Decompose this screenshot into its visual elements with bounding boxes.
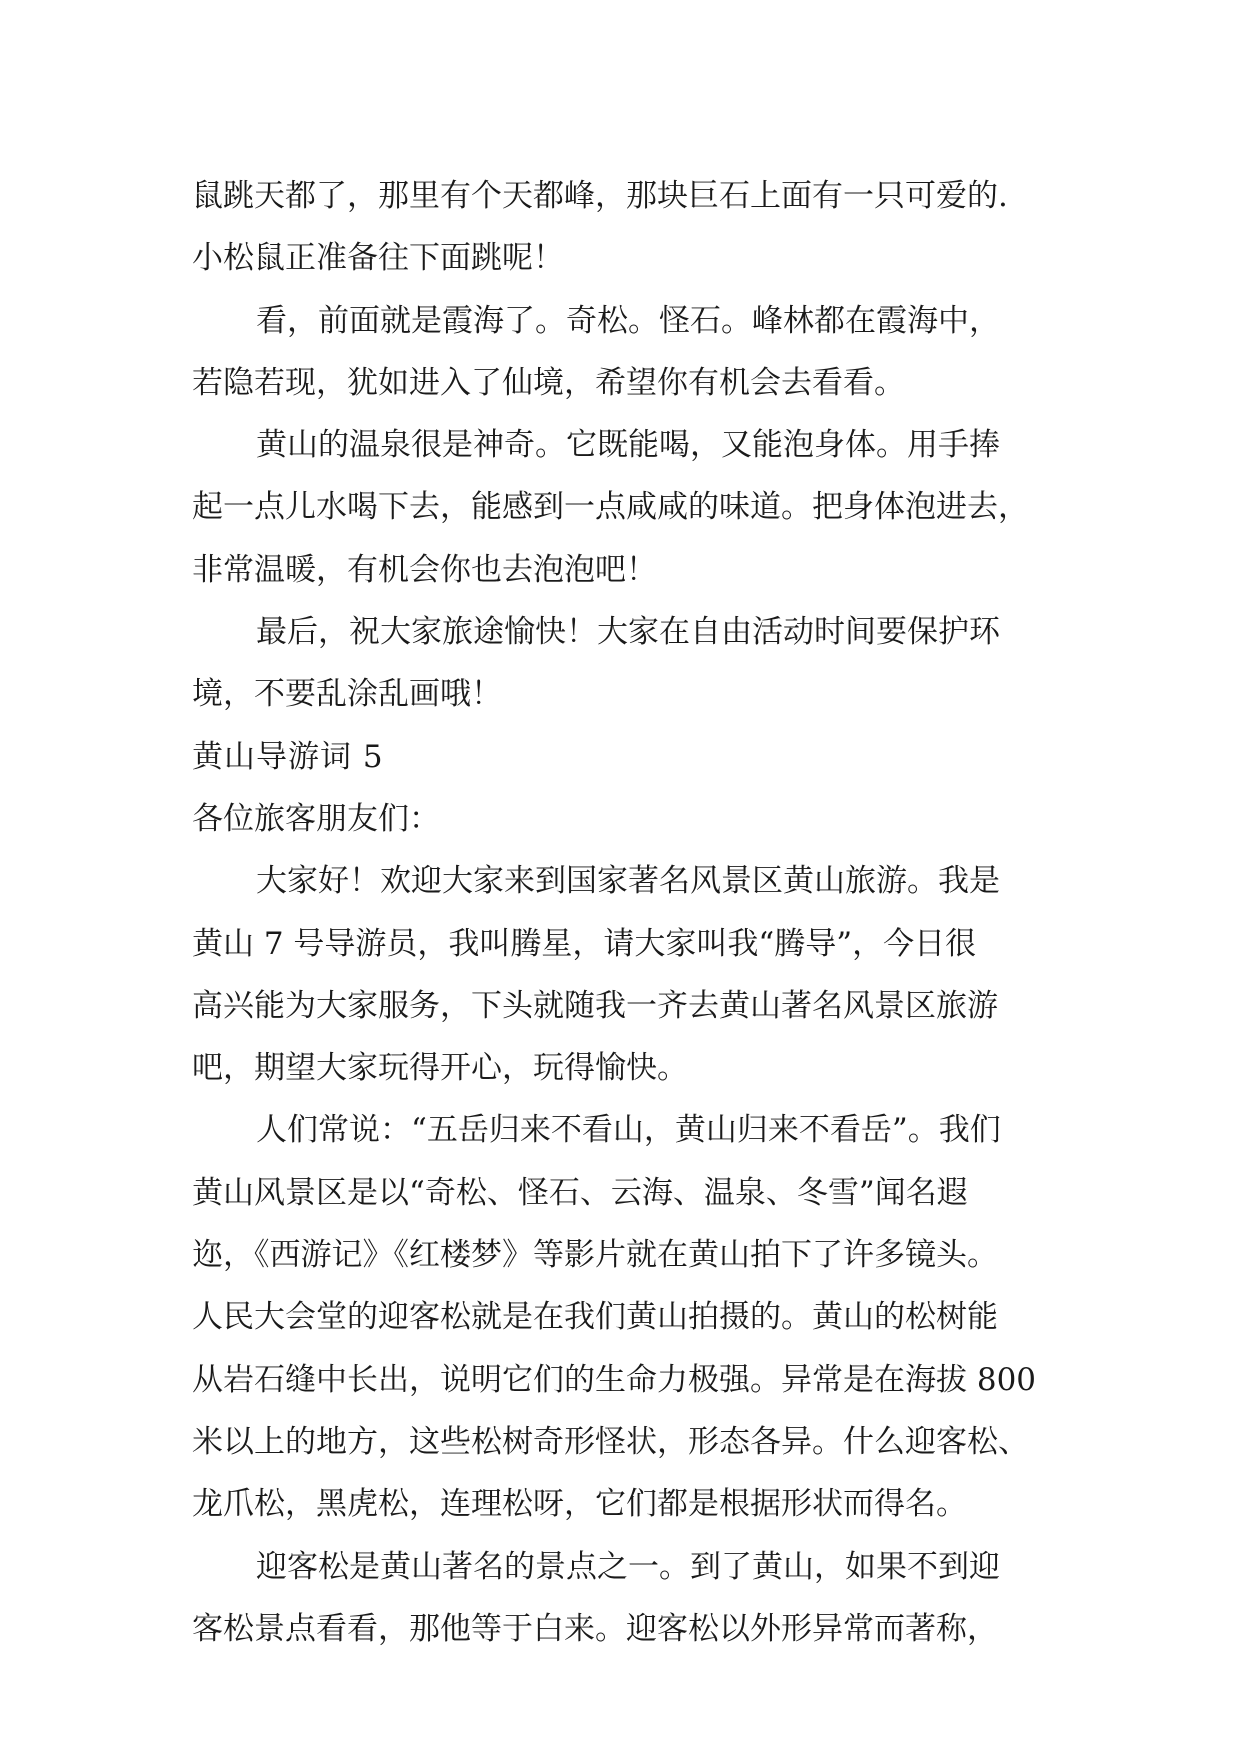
section-heading	[192, 726, 1052, 788]
text-line: 非常温暖，有机会你也去泡泡吧！	[192, 551, 657, 588]
text-line: 人们常说：“五岳归来不看山，黄山归来不看岳”。我们	[256, 1112, 1001, 1149]
text-line: 黄山 7 号导游员，我叫腾星，请大家叫我“腾导”，今日很	[192, 925, 977, 962]
text-line: 迎客松是黄山著名的景点之一。到了黄山，如果不到迎	[256, 1548, 1000, 1585]
text-line: 看，前面就是霞海了。奇松。怪石。峰林都在霞海中，	[256, 302, 1000, 339]
text-line: 客松景点看看，那他等于白来。迎客松以外形异常而著称，	[192, 1610, 998, 1647]
text-line: 若隐若现，犹如进入了仙境，希望你有机会去看看。	[192, 364, 905, 401]
paragraph	[192, 1536, 1052, 1661]
paragraph	[192, 1099, 1052, 1535]
paragraph	[192, 165, 1052, 290]
text-line: 迩，《西游记》《红楼梦》等影片就在黄山拍下了许多镜头。	[192, 1237, 998, 1274]
text-line: 吧，期望大家玩得开心，玩得愉快。	[192, 1050, 688, 1087]
text-line: 高兴能为大家服务，下头就随我一齐去黄山著名风景区旅游	[192, 987, 998, 1024]
paragraph	[192, 601, 1052, 726]
text-line: 大家好！欢迎大家来到国家著名风景区黄山旅游。我是	[256, 863, 1000, 900]
text-line: 各位旅客朋友们：	[192, 800, 440, 837]
text-line: 小松鼠正准备往下面跳呢！	[192, 240, 564, 277]
text-line: 黄山风景区是以“奇松、怪石、云海、温泉、冬雪”闻名遐	[192, 1174, 968, 1211]
text-line: 境，不要乱涂乱画哦！	[192, 676, 502, 713]
text-line: 龙爪松，黑虎松，连理松呀，它们都是根据形状而得名。	[192, 1486, 967, 1523]
text-line: 从岩石缝中长出，说明它们的生命力极强。异常是在海拔 800	[192, 1361, 1037, 1398]
text-line: 最后，祝大家旅途愉快！大家在自由活动时间要保护环	[256, 614, 1000, 651]
text-line: 人民大会堂的迎客松就是在我们黄山拍摄的。黄山的松树能	[192, 1299, 998, 1336]
document-body	[192, 165, 1052, 1660]
heading-text: 黄山导游词 5	[192, 738, 384, 775]
text-line: 鼠跳天都了，那里有个天都峰，那块巨石上面有一只可爱的.	[192, 178, 1008, 214]
paragraph	[192, 788, 1052, 850]
paragraph	[192, 850, 1052, 1099]
paragraph	[192, 290, 1052, 415]
text-line: 起一点儿水喝下去，能感到一点咸咸的味道。把身体泡进去，	[192, 489, 1029, 526]
paragraph	[192, 414, 1052, 601]
text-line: 黄山的温泉很是神奇。它既能喝，又能泡身体。用手捧	[256, 427, 1000, 464]
text-line: 米以上的地方，这些松树奇形怪状，形态各异。什么迎客松、	[192, 1423, 1029, 1460]
